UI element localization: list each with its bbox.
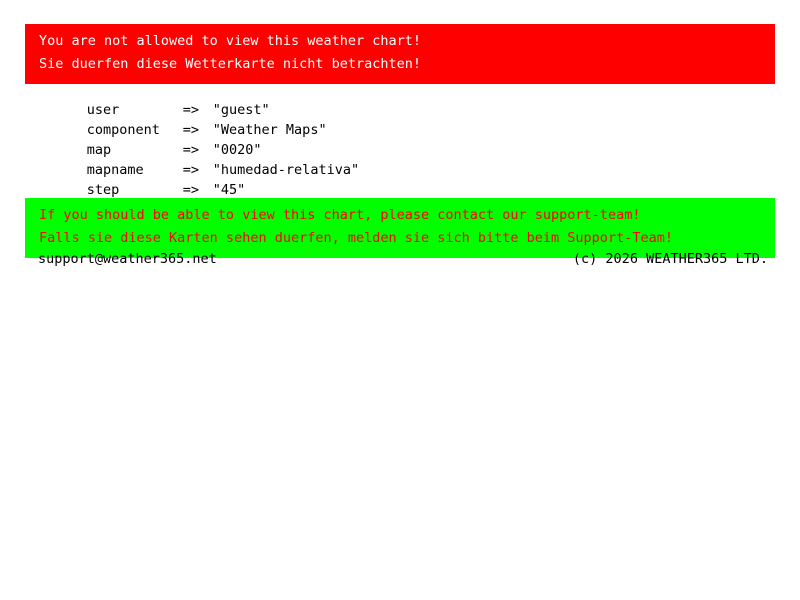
parameter-arrow: => [182, 142, 200, 158]
support-contact-message-de: Falls sie diese Karten sehen duerfen, melden sie sich bitte beim Support-Team! [39, 230, 673, 246]
parameter-key: mapname [86, 162, 144, 178]
parameter-arrow: => [182, 122, 200, 138]
copyright-notice: (c) 2026 WEATHER365 LTD. [572, 251, 768, 267]
parameter-value: "45" [212, 182, 246, 198]
parameter-value: "Weather Maps" [212, 122, 327, 138]
parameter-arrow: => [182, 182, 200, 198]
support-contact-banner [25, 198, 775, 258]
parameter-value: "guest" [212, 102, 270, 118]
access-denied-banner [25, 24, 775, 84]
request-parameters-list [38, 80, 778, 198]
footer [38, 250, 768, 268]
parameter-arrow: => [182, 102, 200, 118]
access-denied-message-en: You are not allowed to view this weather chart! [39, 33, 422, 49]
parameter-key: step [86, 182, 120, 198]
access-denied-message-de: Sie duerfen diese Wetterkarte nicht betrachten! [39, 56, 422, 72]
parameter-value: "humedad-relativa" [212, 162, 360, 178]
support-contact-message-en: If you should be able to view this chart, please contact our support-team! [39, 207, 641, 223]
parameter-value: "0020" [212, 142, 262, 158]
parameter-row [38, 80, 778, 118]
parameter-arrow: => [182, 162, 200, 178]
parameter-key: user [86, 102, 120, 118]
parameter-key: map [86, 142, 112, 158]
support-email-link[interactable]: support@weather365.net [38, 251, 217, 267]
parameter-key: component [86, 122, 160, 138]
